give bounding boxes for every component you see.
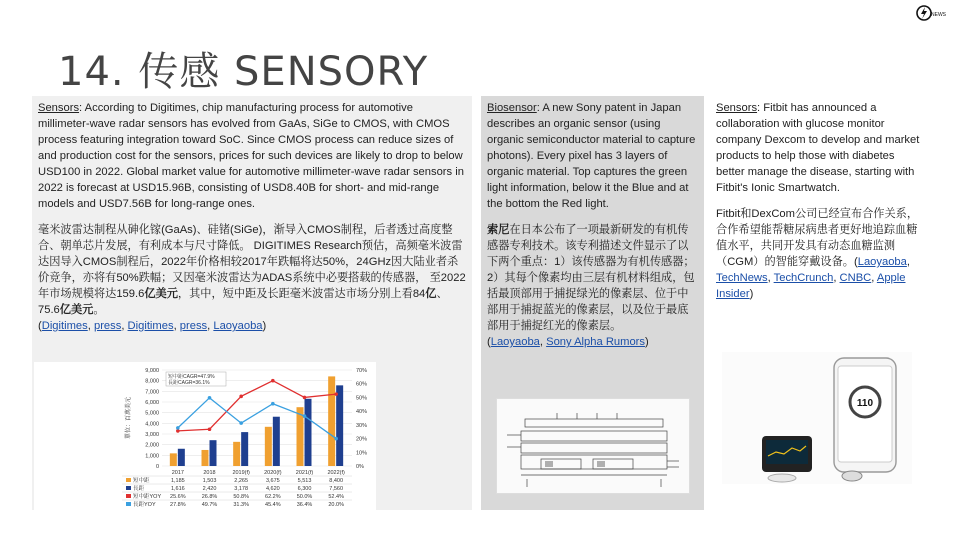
chart-table-cell: 5,513 — [297, 478, 312, 484]
chart-table-cell: 3,675 — [265, 478, 280, 484]
chart-ytick-label: 9,000 — [145, 368, 159, 374]
chart-bar — [265, 427, 272, 466]
patent-diagram-svg — [497, 399, 689, 493]
chart-table-cell: 49.7% — [201, 502, 218, 508]
chart-legend-swatch — [126, 486, 131, 490]
chart-table-cell: 45.4% — [265, 502, 281, 508]
chart-bar — [233, 442, 240, 466]
chart-bar — [305, 399, 312, 466]
chart-table-cell: 27.8% — [170, 502, 186, 508]
chart-xtick-label: 2018 — [203, 470, 216, 476]
source-link[interactable]: Laoyaoba — [490, 336, 540, 348]
source-link[interactable]: Laoyaoba — [857, 256, 907, 268]
chart-line-point — [208, 396, 212, 400]
chart-svg — [34, 362, 376, 510]
chart-y2tick-label: 30% — [356, 422, 368, 429]
chart-legend-swatch — [126, 494, 131, 498]
chart-line-point — [303, 414, 307, 418]
chart-annotation: 短中距CAGR=47.9% — [168, 374, 215, 380]
source-link[interactable]: TechNews — [716, 272, 768, 284]
chart-bar — [328, 376, 335, 466]
chart-table-cell: 8,400 — [329, 478, 344, 484]
source-link[interactable]: Apple Insider — [716, 272, 906, 300]
chart-ytick-label: 5,000 — [145, 410, 159, 417]
biosensor-en-paragraph: Biosensor: A new Sony patent in Japan describes an organic sensor (using organic semiconductor material to capture photons). Every pixel has 3 layers of organic material. Top captures the green light information, below it the Blue and at the bottom the Red light. — [487, 102, 696, 210]
dexcom-device-photo — [722, 352, 912, 484]
device-illustration-svg — [722, 352, 912, 484]
chart-table-cell: 52.4% — [328, 494, 344, 500]
chart-line-point — [334, 437, 338, 441]
chart-legend-label: 短中距YOY — [133, 494, 162, 500]
chart-line-point — [334, 392, 338, 396]
chart-table-cell: 3,178 — [234, 486, 249, 492]
chart-ylabel: 單位：百萬美元 — [126, 396, 132, 440]
chart-bar — [273, 417, 280, 466]
chart-table-cell: 1,185 — [170, 478, 185, 484]
chart-line-point — [271, 379, 275, 383]
chart-table-cell: 31.3% — [233, 502, 249, 508]
chart-line-point — [239, 421, 243, 425]
source-link[interactable]: CNBC — [839, 272, 872, 284]
chart-line-point — [303, 396, 307, 400]
chart-xtick-label: 2021(f) — [295, 470, 314, 476]
source-link[interactable]: press — [93, 320, 122, 332]
chart-ytick-label: 7,000 — [145, 389, 159, 396]
chart-annotation: 長距CAGR=36.1% — [168, 380, 210, 386]
chart-ytick-label: 8,000 — [145, 378, 159, 385]
chart-table-cell: 2,265 — [234, 478, 249, 484]
radar-market-chart — [34, 362, 376, 510]
chart-table-cell: 26.8% — [201, 494, 218, 500]
source-link[interactable]: Laoyaoba — [213, 320, 263, 332]
news-logo-icon — [916, 4, 946, 22]
section-label: Sensors — [38, 102, 80, 114]
chart-ytick-label: 4,000 — [145, 421, 159, 428]
chart-bar — [170, 453, 177, 466]
biosensor-sources: (Laoyaoba, Sony Alpha Rumors) — [487, 336, 649, 348]
chart-legend-label: 長距YOY — [133, 502, 156, 508]
chart-table-cell: 6,300 — [297, 486, 312, 492]
chart-xtick-label: 2017 — [171, 470, 184, 476]
chart-table-cell: 62.2% — [265, 494, 281, 500]
chart-bar — [336, 385, 343, 466]
chart-y2tick-label: 40% — [356, 409, 368, 416]
chart-ytick-label: 6,000 — [145, 400, 159, 406]
radar-en-paragraph: Sensors: According to Digitimes, chip manufacturing process for automotive millimeter-wave radar sensors has evolved from GaAs, SiGe to CMOS, with CMOS process featuring integration toward SoC. Since CMOS process can reduce sizes of and production cost for the sensors, prices for such devices are likely to drop to below USD100 in 2022. Global market value for automotive millimeter-wave radar sensors in 2022 is forecast at USD15.96B, consisting of USD8.40B for short- and mid-range models and USD7.56B for long-range ones. — [38, 102, 464, 210]
source-link[interactable]: Sony Alpha Rumors — [546, 336, 645, 348]
radar-sources: (Digitimes, press, Digitimes, press, Laoyaoba) — [38, 320, 267, 332]
chart-ytick-label: 0 — [155, 464, 159, 470]
chart-table-cell: 1,503 — [202, 478, 217, 484]
page-title: 14. 传感 SENSORY — [58, 49, 429, 95]
chart-line-point — [176, 426, 180, 430]
chart-ytick-label: 2,000 — [145, 442, 159, 449]
biosensor-zh-paragraph: 索尼在日本公布了一项最新研发的有机传感器专利技术。该专利描述文件显示了以下两个重点：1）该传感器为有机传感器；2）其每个像素均由三层有机材料组成，包括最顶部用于捕捉绿光的像素层、位于中部用于捕捉蓝光的像素层，以及位于最底部用于捕捉红光的像素层。 — [487, 224, 695, 332]
chart-ytick-label: 1,000 — [145, 453, 159, 460]
chart-table-cell: 4,620 — [265, 486, 280, 492]
chart-table-cell: 36.4% — [296, 502, 313, 508]
chart-bar — [202, 450, 209, 466]
chart-table-cell: 20.0% — [328, 502, 344, 508]
chart-table-cell: 25.6% — [170, 494, 186, 500]
chart-table-cell: 50.8% — [233, 494, 249, 500]
section-label: Biosensor — [487, 102, 537, 114]
chart-ytick-label: 3,000 — [145, 432, 159, 438]
chart-xtick-label: 2020(f) — [264, 470, 282, 476]
chart-line-point — [239, 395, 243, 399]
chart-legend-swatch — [126, 478, 131, 482]
chart-y2tick-label: 20% — [356, 436, 368, 443]
fitbit-en-paragraph: Sensors: Fitbit has announced a collaboration with glucose monitor company Dexcom to develop and market products to help those with diabetes better manage the disease, starting with Fitbit's Ionic Smartwatch. — [716, 102, 920, 194]
chart-table-cell: 7,560 — [329, 486, 344, 492]
radar-zh-paragraph: 毫米波雷达制程从砷化镓(GaAs)、硅锗(SiGe)，渐导入CMOS制程，后者透过高度整合、朝单芯片发展，有利成本与尺寸降低。 DIGITIMES Research预估，高频毫米波雷达因导入CMOS制程后，2022年价格相较2017年跌幅将达50%，24GHz因大陆业者杀价竞争，亦将有50%跌幅；又因毫米波雷达为ADAS系统中必要搭载的传感器， 至2022年市场规模将达159.6亿美元，其中，短中距及长距毫米波雷达市场分别上看84亿、75.6亿美元。 — [38, 224, 466, 316]
chart-bar — [210, 440, 217, 466]
source-link[interactable]: press — [179, 320, 208, 332]
chart-y2tick-label: 10% — [356, 450, 368, 457]
chart-legend-label: 短中距 — [133, 478, 150, 484]
chart-y2tick-label: 50% — [356, 395, 368, 402]
chart-y2tick-label: 60% — [356, 381, 368, 388]
section-label: Sensors — [716, 102, 758, 114]
source-link[interactable]: Digitimes — [41, 320, 88, 332]
svg-text:NEWS: NEWS — [931, 12, 946, 18]
source-link[interactable]: Digitimes — [127, 320, 174, 332]
chart-bar — [241, 432, 248, 466]
source-link[interactable]: TechCrunch — [773, 272, 834, 284]
chart-table-cell: 50.0% — [296, 494, 313, 500]
chart-bar — [178, 449, 185, 466]
chart-table-cell: 2,420 — [202, 486, 217, 492]
chart-table-cell: 1,616 — [170, 486, 185, 492]
chart-bar — [297, 407, 304, 466]
glucose-reading: 110 — [856, 398, 874, 409]
chart-line-point — [208, 427, 212, 431]
chart-legend-swatch — [126, 502, 131, 506]
chart-line-point — [271, 402, 275, 406]
chart-xtick-label: 2019(f) — [232, 470, 250, 476]
chart-xtick-label: 2022(f) — [327, 470, 345, 476]
chart-legend-label: 長距 — [133, 486, 145, 492]
chart-y2tick-label: 70% — [356, 368, 368, 374]
fitbit-zh-paragraph: Fitbit和DexCom公司已经宣布合作关系，合作希望能帮糖尿病患者更好地追踪血糖值水平，共同开发具有动态血糖监测（CGM）的智能穿戴设备。(Laoyaoba, TechNews, TechCrunch, CNBC, Apple Insider) — [716, 208, 919, 300]
sony-patent-diagram — [496, 398, 690, 494]
chart-line-series — [178, 398, 336, 439]
chart-y2tick-label: 0% — [356, 464, 364, 470]
